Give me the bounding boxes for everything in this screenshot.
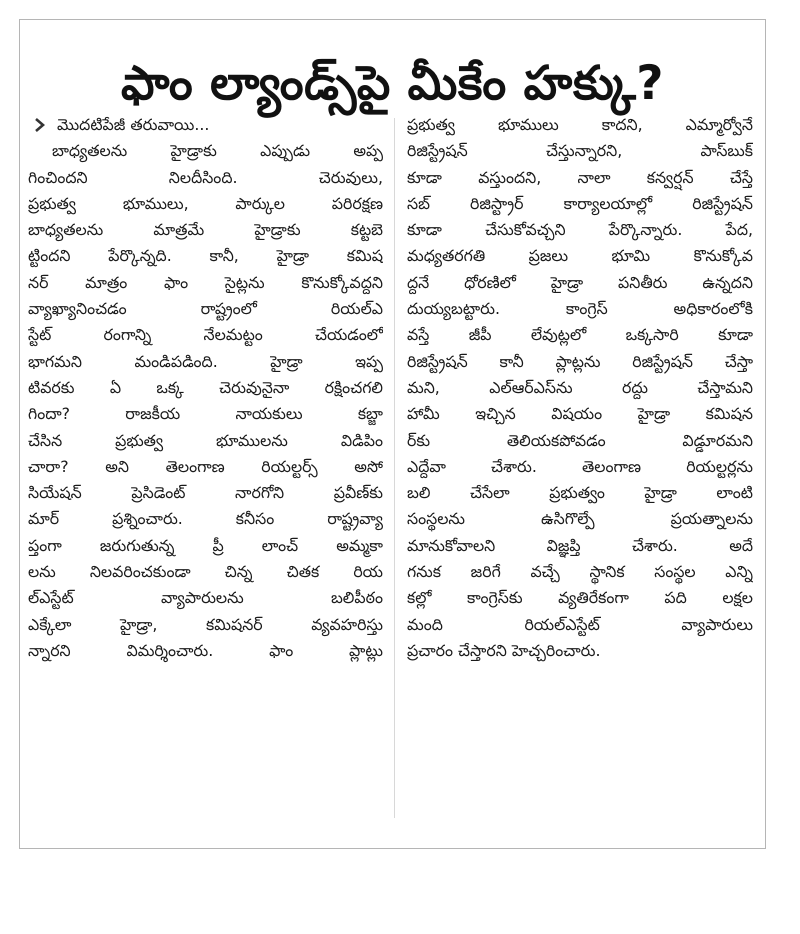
body-line: గనుక జరిగే వచ్చే స్థానిక సంస్థల ఎన్ని xyxy=(407,562,753,582)
body-line: గిందా? రాజకీయ నాయకులు కబ్జా xyxy=(28,404,383,424)
body-line: లను నిలవరించకుండా చిన్న చితక రియ xyxy=(28,562,383,582)
body-line: టివరకు ఏ ఒక్క చెరువునైనా రక్షించగలి xyxy=(28,377,383,397)
body-line: భాగమని మండిపడింది. హైడ్రా ఇప్ప xyxy=(28,351,383,371)
body-line: మంది రియల్‌ఎస్టేట్‌ వ్యాపారులు xyxy=(407,614,753,634)
body-line: దుయ్యబట్టారు. కాంగ్రెస్‌ అధికారంలోకి xyxy=(407,299,753,319)
body-line: వ్యాఖ్యానించడం రాష్ట్రంలో రియల్‌ఎ xyxy=(28,299,383,319)
body-line: ద్దనే ధోరణిలో హైడ్రా పనితీరు ఉన్నదని xyxy=(407,272,753,292)
body-line: కూడా చేసుకోవచ్చని పేర్కొన్నారు. పేద, xyxy=(407,220,753,240)
body-line: చారా? అని తెలంగాణ రియల్టర్స్‌ అసో xyxy=(28,456,383,476)
body-line: స్టేట్‌ రంగాన్ని నేలమట్టం చేయడంలో xyxy=(28,325,383,345)
body-line: ట్టిందని పేర్కొన్నది. కానీ, హైడ్రా కమిష xyxy=(28,246,383,266)
body-line: సబ్‌ రిజిస్ట్రార్‌ కార్యాలయాల్లో రిజిస్ట్రేషన్‌ xyxy=(407,193,753,213)
body-line: హామీ ఇచ్చిన విషయం హైడ్రా కమిషన xyxy=(407,404,753,424)
body-line: వస్తే జీపీ లేవుట్లలో ఒక్కసారి కూడా xyxy=(407,325,753,345)
body-line: మని, ఎల్‌ఆర్‌ఎస్‌ను రద్దు చేస్తామని xyxy=(407,377,753,397)
chevron-right-icon xyxy=(34,118,45,132)
body-line: రిజిస్ట్రేషన్‌ కానీ ప్లాట్లను రిజిస్ట్రేషన్‌ చేస్తా xyxy=(407,351,753,371)
body-line: సియేషన్‌ ప్రెసిడెంట్‌ నారగోని ప్రవీణ్‌కు xyxy=(28,483,383,503)
right-column xyxy=(407,112,753,664)
left-column xyxy=(28,112,383,664)
body-line: సంస్థలను ఉసిగొల్పే ప్రయత్నాలను xyxy=(407,509,753,529)
body-line: రిజిస్ట్రేషన్‌ చేస్తున్నారని, పాస్‌బుక్‌ xyxy=(407,141,753,161)
body-line: ప్రభుత్వ భూములు, పార్కుల పరిరక్షణ xyxy=(28,193,383,213)
body-line: మధ్యతరగతి ప్రజలు భూమి కొనుక్కోవ xyxy=(407,246,753,266)
continuation-text: మొదటిపేజీ తరువాయి... xyxy=(57,115,210,134)
continuation-line xyxy=(28,112,383,138)
body-line: మార్‌ ప్రశ్నించారు. కనీసం రాష్ట్రవ్యా xyxy=(28,509,383,529)
body-line: న్నారని విమర్శించారు. ఫాం ప్లాట్లు xyxy=(28,640,383,660)
headline: ఫాం ల్యాండ్స్‌పై మీకేం హక్కు? xyxy=(120,56,665,111)
body-line: బాధ్యతలను మాత్రమే హైడ్రాకు కట్టబె xyxy=(28,220,383,240)
body-line: బలి చేసేలా ప్రభుత్వం హైడ్రా లాంటి xyxy=(407,483,753,503)
column-divider xyxy=(394,118,395,818)
body-line: ర్‌కు తెలియకపోవడం విడ్డూరమని xyxy=(407,430,753,450)
body-line: చేసిన ప్రభుత్వ భూములను విడిపిం xyxy=(28,430,383,450)
body-line: నర్‌ మాత్రం ఫాం సైట్లను కొనుక్కోవద్దని xyxy=(28,272,383,292)
body-line: ఎక్కేలా హైడ్రా, కమిషనర్‌ వ్యవహరిస్తు xyxy=(28,614,383,634)
body-line: మానుకోవాలని విజ్ఞప్తి చేశారు. అదే xyxy=(407,535,753,555)
body-line: ప్తంగా జరుగుతున్న ప్రీ లాంచ్‌ అమ్మకా xyxy=(28,535,383,555)
body-line: ఎద్దేవా చేశారు. తెలంగాణ రియల్టర్లను xyxy=(407,456,753,476)
body-line: కల్లో కాంగ్రెస్‌కు వ్యతిరేకంగా పది లక్షల xyxy=(407,588,753,608)
body-line: ప్రచారం చేస్తారని హెచ్చరించారు. xyxy=(407,640,601,660)
body-line: ప్రభుత్వ భూములు కాదని, ఎమ్మార్వోనే xyxy=(407,115,753,134)
body-line: ల్‌ఎస్టేట్‌ వ్యాపారులను బలిపీఠం xyxy=(28,588,383,608)
body-line: కూడా వస్తుందని, నాలా కన్వర్షన్‌ చేస్తే xyxy=(407,167,753,187)
body-line: బాధ్యతలను హైడ్రాకు ఎప్పుడు అప్ప xyxy=(52,141,383,161)
body-line: గించిందని నిలదీసింది. చెరువులు, xyxy=(28,167,383,187)
